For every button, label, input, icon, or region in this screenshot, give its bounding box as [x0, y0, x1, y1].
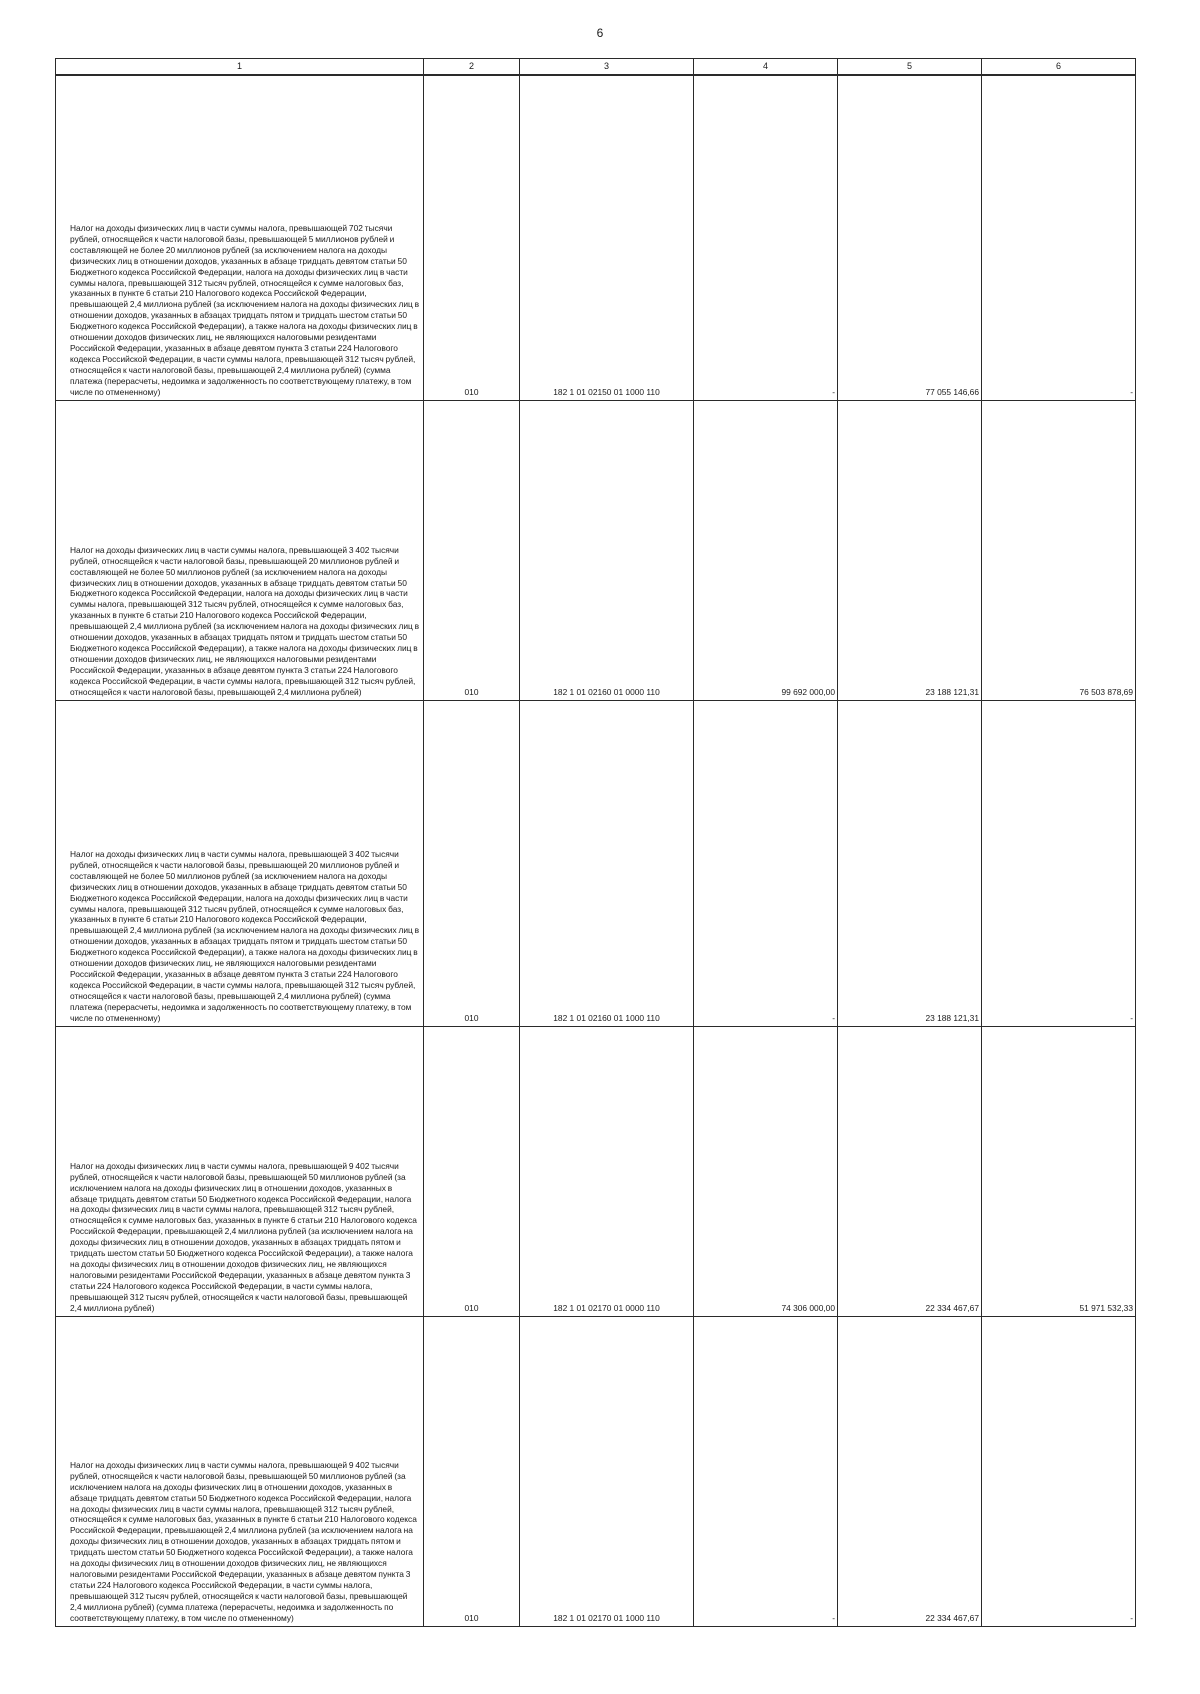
column-number-row	[56, 59, 1136, 76]
executed-amount: 23 188 121,31	[838, 400, 982, 700]
approved-amount: 99 692 000,00	[694, 400, 838, 700]
column-header: 2	[424, 59, 520, 76]
revenue-table	[55, 58, 1136, 1627]
budget-classification-code: 182 1 01 02170 01 1000 110	[520, 1316, 694, 1626]
unexecuted-amount: 76 503 878,69	[982, 400, 1136, 700]
line-code: 010	[424, 400, 520, 700]
budget-classification-code: 182 1 01 02160 01 1000 110	[520, 700, 694, 1026]
executed-amount: 22 334 467,67	[838, 1316, 982, 1626]
executed-amount: 22 334 467,67	[838, 1026, 982, 1316]
income-description: Налог на доходы физических лиц в части суммы налога, превышающей 3 402 тысячи рублей, относящейся к части налоговой базы, превышающей 20 миллионов рублей и составляющей не более 50 миллионов рублей (за исключением налога на доходы физических лиц в отношении доходов, указанных в абзаце тридцать девятом статьи 50 Бюджетного кодекса Российской Федерации, налога на доходы физических лиц в части суммы налога, превышающей 312 тысяч рублей, относящейся к сумме налоговых баз, указанных в пункте 6 статьи 210 Налогового кодекса Российской Федерации, превышающей 2,4 миллиона рублей (за исключением налога на доходы физических лиц в отношении доходов, указанных в абзацах тридцать пятом и тридцать шестом статьи 50 Бюджетного кодекса Российской Федерации), а также налога на доходы физических лиц в отношении доходов физических лиц, не являющихся налоговыми резидентами Российской Федерации, указанных в абзаце девятом пункта 3 статьи 224 Налогового кодекса Российской Федерации, в части суммы налога, превышающей 312 тысяч рублей, относящейся к части налоговой базы, превышающей 2,4 миллиона рублей) (сумма платежа (перерасчеты, недоимка и задолженность по соответствующему платежу, в том числе по отмененному)	[56, 700, 424, 1026]
unexecuted-amount: -	[982, 700, 1136, 1026]
column-header: 1	[56, 59, 424, 76]
executed-amount: 23 188 121,31	[838, 700, 982, 1026]
column-header: 6	[982, 59, 1136, 76]
unexecuted-amount: -	[982, 75, 1136, 400]
unexecuted-amount: -	[982, 1316, 1136, 1626]
approved-amount: -	[694, 75, 838, 400]
income-description: Налог на доходы физических лиц в части суммы налога, превышающей 702 тысячи рублей, относящейся к части налоговой базы, превышающей 5 миллионов рублей и составляющей не более 20 миллионов рублей (за исключением налога на доходы физических лиц в отношении доходов, указанных в абзаце тридцать девятом статьи 50 Бюджетного кодекса Российской Федерации, налога на доходы физических лиц в части суммы налога, превышающей 312 тысяч рублей, относящейся к сумме налоговых баз, указанных в пункте 6 статьи 210 Налогового кодекса Российской Федерации, превышающей 2,4 миллиона рублей (за исключением налога на доходы физических лиц в отношении доходов, указанных в абзацах тридцать пятом и тридцать шестом статьи 50 Бюджетного кодекса Российской Федерации), а также налога на доходы физических лиц в отношении доходов физических лиц, не являющихся налоговыми резидентами Российской Федерации, указанных в абзаце девятом пункта 3 статьи 224 Налогового кодекса Российской Федерации, в части суммы налога, превышающей 312 тысяч рублей, относящейся к части налоговой базы, превышающей 2,4 миллиона рублей) (сумма платежа (перерасчеты, недоимка и задолженность по соответствующему платежу, в том числе по отмененному)	[56, 75, 424, 400]
income-description: Налог на доходы физических лиц в части суммы налога, превышающей 9 402 тысячи рублей, относящейся к части налоговой базы, превышающей 50 миллионов рублей (за исключением налога на доходы физических лиц в отношении доходов, указанных в абзаце тридцать девятом статьи 50 Бюджетного кодекса Российской Федерации, налога на доходы физических лиц в части суммы налога, превышающей 312 тысяч рублей, относящейся к сумме налоговых баз, указанных в пункте 6 статьи 210 Налогового кодекса Российской Федерации, превышающей 2,4 миллиона рублей (за исключением налога на доходы физических лиц в отношении доходов, указанных в абзацах тридцать пятом и тридцать шестом статьи 50 Бюджетного кодекса Российской Федерации), а также налога на доходы физических лиц в отношении доходов физических лиц, не являющихся налоговыми резидентами Российской Федерации, указанных в абзаце девятом пункта 3 статьи 224 Налогового кодекса Российской Федерации, в части суммы налога, превышающей 312 тысяч рублей, относящейся к части налоговой базы, превышающей 2,4 миллиона рублей)	[56, 1026, 424, 1316]
column-header: 3	[520, 59, 694, 76]
budget-classification-code: 182 1 01 02150 01 1000 110	[520, 75, 694, 400]
budget-classification-code: 182 1 01 02170 01 0000 110	[520, 1026, 694, 1316]
column-header: 4	[694, 59, 838, 76]
income-description: Налог на доходы физических лиц в части суммы налога, превышающей 3 402 тысячи рублей, относящейся к части налоговой базы, превышающей 20 миллионов рублей и составляющей не более 50 миллионов рублей (за исключением налога на доходы физических лиц в отношении доходов, указанных в абзаце тридцать девятом статьи 50 Бюджетного кодекса Российской Федерации, налога на доходы физических лиц в части суммы налога, превышающей 312 тысяч рублей, относящейся к сумме налоговых баз, указанных в пункте 6 статьи 210 Налогового кодекса Российской Федерации, превышающей 2,4 миллиона рублей (за исключением налога на доходы физических лиц в отношении доходов, указанных в абзацах тридцать пятом и тридцать шестом статьи 50 Бюджетного кодекса Российской Федерации), а также налога на доходы физических лиц в отношении доходов физических лиц, не являющихся налоговыми резидентами Российской Федерации, указанных в абзаце девятом пункта 3 статьи 224 Налогового кодекса Российской Федерации, в части суммы налога, превышающей 312 тысяч рублей, относящейся к части налоговой базы, превышающей 2,4 миллиона рублей)	[56, 400, 424, 700]
income-description: Налог на доходы физических лиц в части суммы налога, превышающей 9 402 тысячи рублей, относящейся к части налоговой базы, превышающей 50 миллионов рублей (за исключением налога на доходы физических лиц в отношении доходов, указанных в абзаце тридцать девятом статьи 50 Бюджетного кодекса Российской Федерации, налога на доходы физических лиц в части суммы налога, превышающей 312 тысяч рублей, относящейся к сумме налоговых баз, указанных в пункте 6 статьи 210 Налогового кодекса Российской Федерации, превышающей 2,4 миллиона рублей (за исключением налога на доходы физических лиц в отношении доходов, указанных в абзацах тридцать пятом и тридцать шестом статьи 50 Бюджетного кодекса Российской Федерации), а также налога на доходы физических лиц в отношении доходов физических лиц, не являющихся налоговыми резидентами Российской Федерации, указанных в абзаце девятом пункта 3 статьи 224 Налогового кодекса Российской Федерации, в части суммы налога, превышающей 312 тысяч рублей, относящейся к части налоговой базы, превышающей 2,4 миллиона рублей) (сумма платежа (перерасчеты, недоимка и задолженность по соответствующему платежу, в том числе по отмененному)	[56, 1316, 424, 1626]
line-code: 010	[424, 1316, 520, 1626]
unexecuted-amount: 51 971 532,33	[982, 1026, 1136, 1316]
executed-amount: 77 055 146,66	[838, 75, 982, 400]
budget-classification-code: 182 1 01 02160 01 0000 110	[520, 400, 694, 700]
approved-amount: -	[694, 700, 838, 1026]
table-row	[56, 1026, 1136, 1316]
approved-amount: 74 306 000,00	[694, 1026, 838, 1316]
line-code: 010	[424, 700, 520, 1026]
table-row	[56, 700, 1136, 1026]
approved-amount: -	[694, 1316, 838, 1626]
line-code: 010	[424, 1026, 520, 1316]
table-row	[56, 1316, 1136, 1626]
column-header: 5	[838, 59, 982, 76]
page-number: 6	[596, 26, 604, 40]
table-row	[56, 400, 1136, 700]
line-code: 010	[424, 75, 520, 400]
table-row	[56, 75, 1136, 400]
